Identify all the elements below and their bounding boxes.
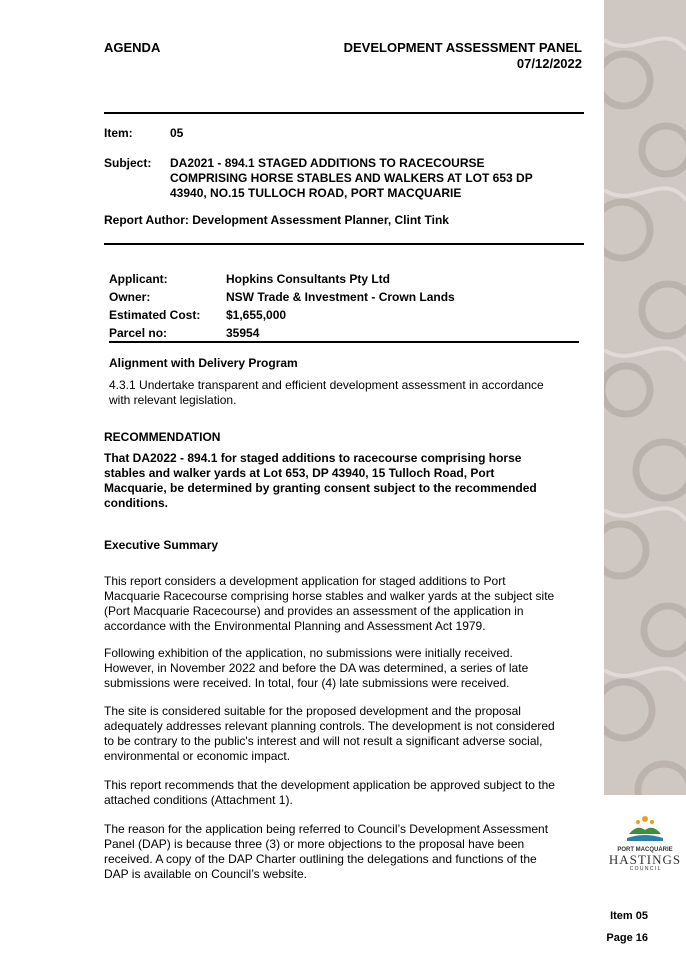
header-agenda: AGENDA [104,40,161,55]
council-logo [606,810,684,872]
detail-value: 35954 [226,326,260,340]
header-right [344,40,582,72]
summary-paragraph [104,704,584,764]
summary-line: adequately addresses relevant planning controls. The development is not considered [104,719,555,733]
summary-line: to be contrary to the public's interest and will not result a significant adverse social, [104,734,543,748]
recommendation-text [104,451,584,511]
logo-line-2: HASTINGS [608,852,682,867]
summary-paragraph [104,778,584,808]
header-date: 07/12/2022 [516,56,582,71]
summary-line: submissions were received. In total, four (4) late submissions were received. [104,676,510,690]
alignment-line: 4.3.1 Undertake transparent and efficient development assessment in accordance [109,378,544,392]
detail-value: Hopkins Consultants Pty Ltd [226,272,391,286]
subject-line: 43940, NO.15 TULLOCH ROAD, PORT MACQUARIE [170,186,462,200]
recommendation-line: Macquarie, be determined by granting consent subject to the recommended [104,481,537,495]
item-label: Item: [104,126,133,140]
subject-text [170,156,570,201]
summary-line: accordance with the Environmental Planning and Assessment Act 1979. [104,619,486,633]
details-row [109,270,455,288]
detail-label: Owner: [109,290,151,304]
detail-label: Applicant: [109,272,168,286]
top-rule [104,112,584,114]
council-logo-icon [625,810,665,842]
summary-line: received. A copy of the DAP Charter outlining the delegations and functions of the [104,852,537,866]
alignment-text [109,378,579,408]
alignment-heading: Alignment with Delivery Program [109,356,298,370]
author-rule [104,243,584,245]
detail-value: $1,655,000 [226,308,287,322]
summary-line: DAP is available on Council’s website. [104,867,307,881]
summary-line: Following exhibition of the application, no submissions were initially received. [104,646,513,660]
summary-line: Panel (DAP) is because three (3) or more objections to the proposal have been [104,837,525,851]
header-title: DEVELOPMENT ASSESSMENT PANEL [343,40,582,55]
detail-label: Estimated Cost: [109,308,201,322]
summary-line: Macquarie Racecourse comprising horse stables and walker yards at the subject site [104,589,555,603]
summary-line: However, in November 2022 and before the DA was determined, a series of late [104,661,529,675]
subject-label: Subject: [104,156,152,170]
subject-line: COMPRISING HORSE STABLES AND WALKERS AT LOT 653 DP [170,171,533,185]
logo-line-1: PORT MACQUARIE [617,847,673,853]
footer-page: Page 16 [606,932,648,944]
details-table [109,270,455,342]
summary-line: This report considers a development application for staged additions to Port [104,574,506,588]
alignment-line: with relevant legislation. [109,393,237,407]
summary-line: attached conditions (Attachment 1). [104,793,293,807]
recommendation-line: stables and walker yards at Lot 653, DP 43940, 15 Tulloch Road, Port [104,466,495,480]
report-author: Report Author: Development Assessment Planner, Clint Tink [104,213,449,227]
summary-line: environmental or economic impact. [104,749,291,763]
footer-item: Item 05 [610,910,648,922]
detail-label: Parcel no: [109,326,168,340]
subject-line: DA2021 - 894.1 STAGED ADDITIONS TO RACECOURSE [170,156,485,170]
summary-line: (Port Macquarie Racecourse) and provides an assessment of the application in [104,604,524,618]
recommendation-line: That DA2022 - 894.1 for staged additions to racecourse comprising horse [104,451,522,465]
summary-line: The reason for the application being referred to Council’s Development Assessment [104,822,549,836]
detail-value: NSW Trade & Investment - Crown Lands [226,290,455,304]
item-value: 05 [170,126,184,140]
executive-summary-heading: Executive Summary [104,538,219,552]
summary-line: This report recommends that the development application be approved subject to the [104,778,555,792]
recommendation-line: conditions. [104,496,168,510]
summary-paragraph [104,822,584,882]
details-row [109,324,455,342]
recommendation-heading: RECOMMENDATION [104,430,221,444]
logo-line-3: C O U N C I L [629,866,661,872]
details-rule [109,341,579,343]
summary-paragraph [104,574,584,634]
details-row [109,306,455,324]
summary-paragraph [104,646,584,691]
details-row [109,288,455,306]
summary-line: The site is considered suitable for the proposed development and the proposal [104,704,521,718]
